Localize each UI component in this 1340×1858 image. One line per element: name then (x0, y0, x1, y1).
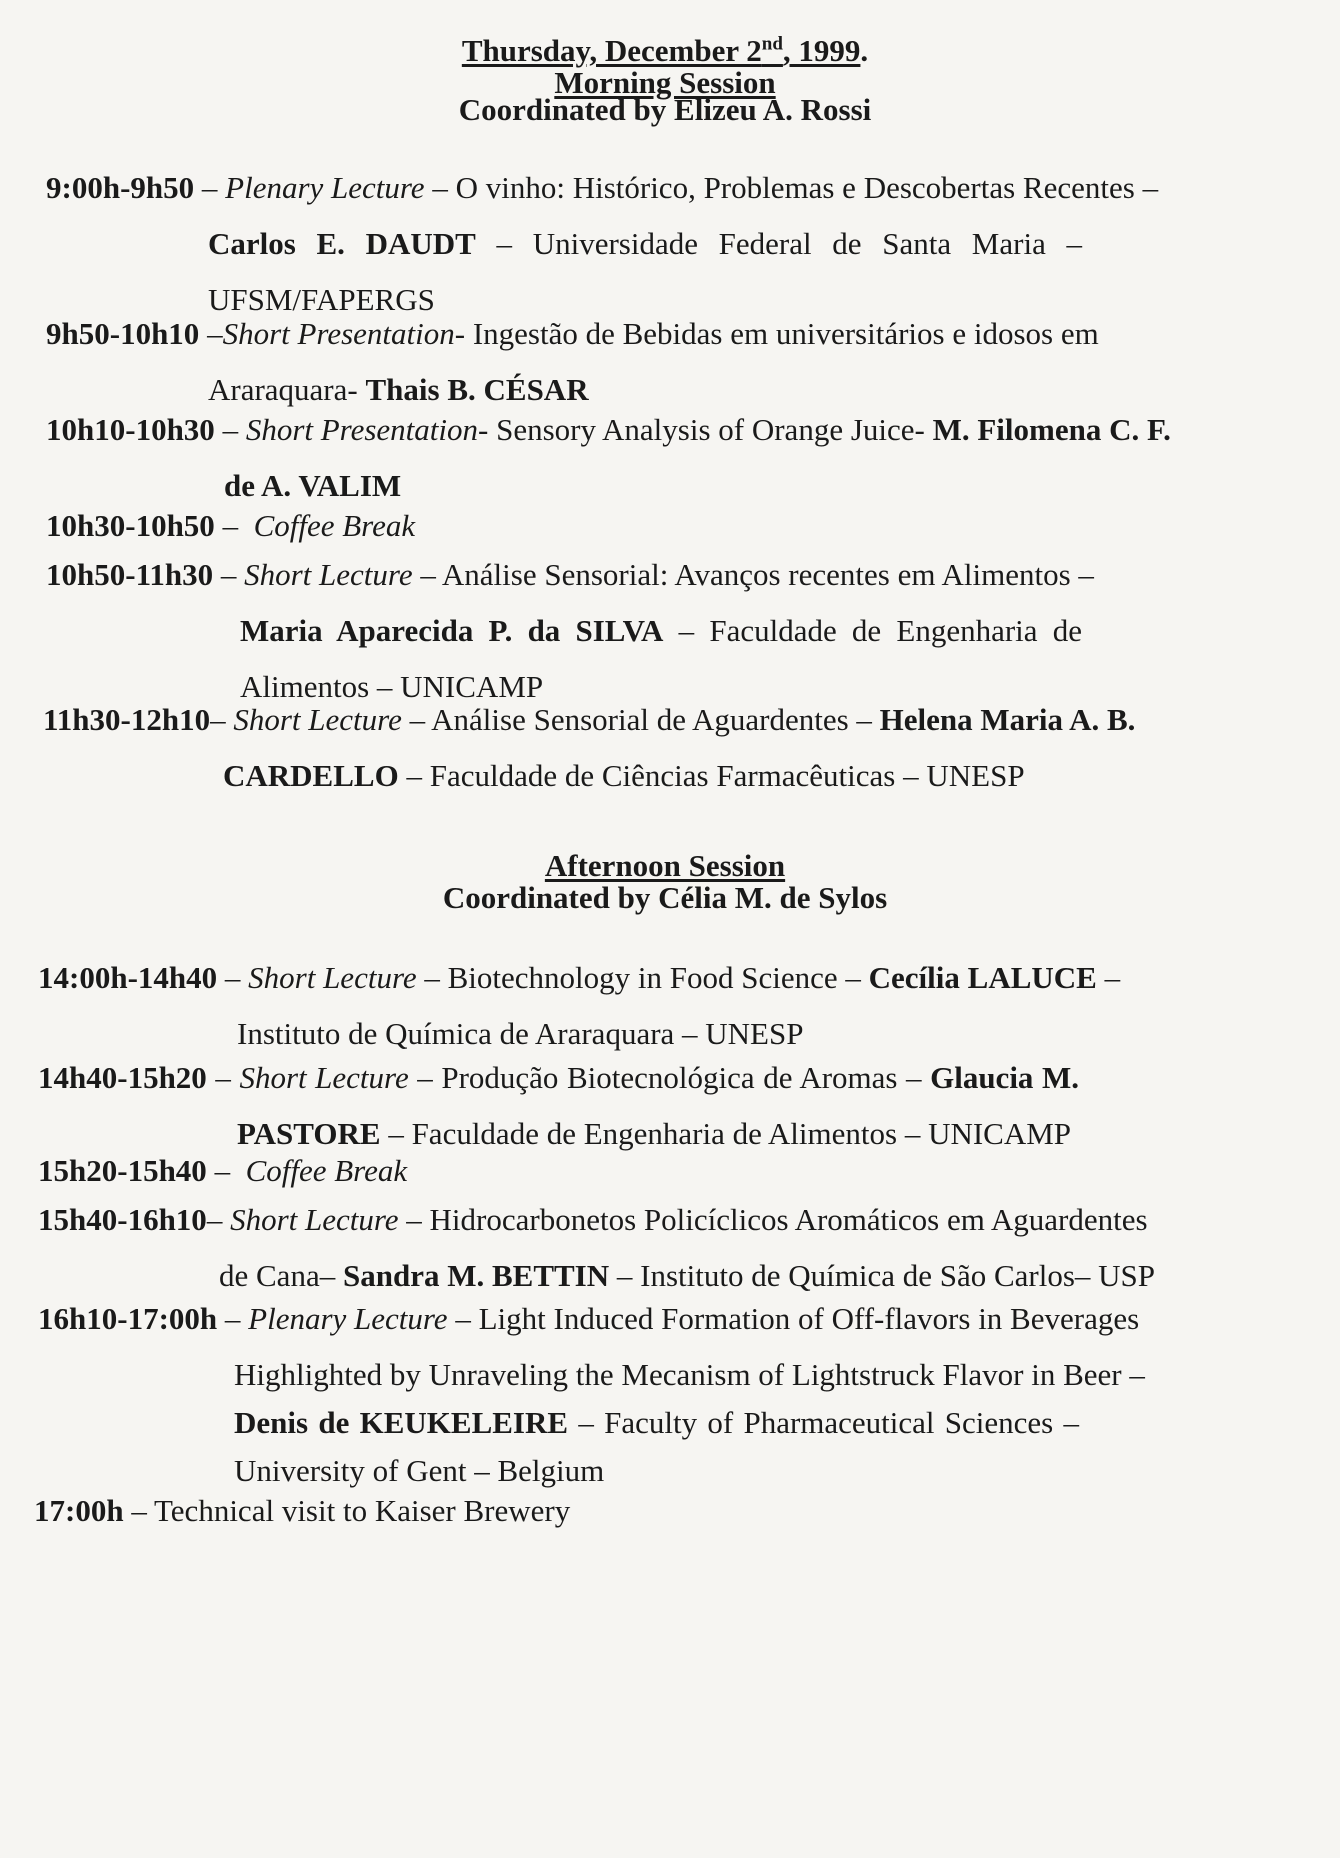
entry-topic-continued: de Cana (219, 1258, 320, 1293)
entry-line: Carlos E. DAUDT – Universidade Federal de Santa Maria – (208, 226, 1083, 261)
entry-affiliation: Instituto de Química de São Carlos– USP (640, 1258, 1156, 1293)
entry-topic-continued: Araraquara (208, 372, 348, 407)
entry-speaker: M. Filomena C. F. (932, 412, 1171, 447)
entry-topic: Análise Sensorial de Aguardentes (431, 702, 849, 737)
entry-topic-continued: Highlighted by Unraveling the Mecanism of Lightstruck Flavor in Beer (234, 1357, 1122, 1392)
entry-type: Coffee Break (253, 508, 416, 543)
entry-line: 14h40-15h20 – Short Lecture – Produção Biotecnológica de Aromas – Glaucia M. (38, 1060, 1079, 1095)
entry-time: 16h10-17:00h (38, 1301, 218, 1336)
entry-line: Denis de KEUKELEIRE – Faculty of Pharmaceutical Sciences – (234, 1405, 1080, 1440)
entry-affiliation-continued: Alimentos – UNICAMP (240, 669, 544, 704)
entry-line: PASTORE – Faculdade de Engenharia de Alimentos – UNICAMP (237, 1116, 1072, 1151)
entry-line: 17:00h – Technical visit to Kaiser Brewery (34, 1493, 571, 1528)
entry-topic: Light Induced Formation of Off-flavors in Beverages (478, 1301, 1140, 1336)
entry-type: Short Lecture (233, 702, 402, 737)
schedule-entry (46, 547, 1094, 715)
schedule-entry (46, 160, 1159, 328)
entry-topic: Hidrocarbonetos Policíclicos Aromáticos em Aguardentes (429, 1202, 1148, 1237)
entry-type: Coffee Break (245, 1153, 408, 1188)
entry-speaker: Sandra M. BETTIN (342, 1258, 610, 1293)
entry-time: 10h10-10h30 (46, 412, 215, 447)
schedule-entry (43, 692, 1136, 804)
entry-line: 11h30-12h10– Short Lecture – Análise Sensorial de Aguardentes – Helena Maria A. B. (43, 702, 1136, 737)
schedule-entry (38, 1291, 1145, 1499)
entry-time: 10h50-11h30 (46, 557, 214, 592)
entry-line: Araraquara- Thais B. CÉSAR (208, 372, 589, 407)
entry-speaker-continued: PASTORE (237, 1116, 381, 1151)
entry-topic: Análise Sensorial: Avanços recentes em Alimentos (441, 557, 1071, 592)
entry-topic: Biotechnology in Food Science (447, 960, 838, 995)
entry-line: 14:00h-14h40 – Short Lecture – Biotechnology in Food Science – Cecília LALUCE – (38, 960, 1121, 995)
entry-time: 15h40-16h10 (38, 1202, 207, 1237)
date-superscript: nd (761, 33, 783, 55)
entry-line: Maria Aparecida P. da SILVA – Faculdade de Engenharia de (240, 613, 1082, 648)
entry-line: Highlighted by Unraveling the Mecanism of Lightstruck Flavor in Beer – (234, 1357, 1145, 1392)
entry-affiliation: Faculdade de Ciências Farmacêuticas – UNESP (429, 758, 1025, 793)
entry-type: Short Lecture (239, 1060, 409, 1095)
entry-topic: Produção Biotecnológica de Aromas (441, 1060, 898, 1095)
entry-type: Short Lecture (248, 960, 417, 995)
entry-topic: O vinho: Histórico, Problemas e Descobertas Recentes (455, 170, 1135, 205)
entry-line: 10h10-10h30 – Short Presentation- Sensory Analysis of Orange Juice- M. Filomena C. F. (46, 412, 1171, 447)
entry-line: 9h50-10h10 –Short Presentation- Ingestão de Bebidas em universitários e idosos em (46, 316, 1099, 351)
afternoon-session-title: Afternoon Session (544, 848, 786, 883)
entry-speaker: Cecília LALUCE (868, 960, 1097, 995)
entry-topic: Ingestão de Bebidas em universitários e idosos em (472, 316, 1099, 351)
entry-line: 10h50-11h30 – Short Lecture – Análise Sensorial: Avanços recentes em Alimentos – (46, 557, 1094, 592)
entry-time: 17:00h (34, 1493, 124, 1528)
schedule-entry (38, 1192, 1156, 1304)
entry-affiliation: Instituto de Química de Araraquara – UNESP (237, 1016, 804, 1051)
date-suffix: , 1999 (782, 33, 861, 68)
entry-speaker: Carlos E. DAUDT (208, 226, 476, 261)
entry-type: Plenary Lecture (225, 170, 425, 205)
entry-type: Short Presentation (245, 412, 479, 447)
entry-affiliation: Faculdade de Engenharia de Alimentos – UNICAMP (411, 1116, 1072, 1151)
entry-time: 14:00h-14h40 (38, 960, 218, 995)
schedule-entry (46, 498, 1082, 554)
schedule-entry (38, 950, 1121, 1062)
entry-line: de Cana– Sandra M. BETTIN – Instituto de Química de São Carlos– USP (219, 1258, 1156, 1293)
schedule-entry (38, 1143, 1079, 1199)
entry-line: 9:00h-9h50 – Plenary Lecture – O vinho: Histórico, Problemas e Descobertas Recentes – (46, 170, 1159, 205)
entry-affiliation-continued: UFSM/FAPERGS (208, 282, 435, 317)
entry-speaker: Helena Maria A. B. (879, 702, 1136, 737)
entry-time: 14h40-15h20 (38, 1060, 207, 1095)
date-prefix: Thursday, December 2 (461, 33, 762, 68)
entry-line: 10h30-10h50 – Coffee Break (46, 508, 416, 543)
entry-line: CARDELLO – Faculdade de Ciências Farmacêuticas – UNESP (223, 758, 1025, 793)
morning-session-title: Morning Session (554, 65, 776, 100)
entry-time: 15h20-15h40 (38, 1153, 207, 1188)
entry-speaker: Denis de KEUKELEIRE (234, 1405, 569, 1440)
entry-type: Short Presentation (222, 316, 455, 351)
morning-coordinator: Coordinated by Elizeu A. Rossi (458, 92, 872, 127)
entry-speaker: Thais B. CÉSAR (365, 372, 589, 407)
entry-affiliation: Faculty of Pharmaceutical Sciences (604, 1405, 1054, 1440)
entry-line: 15h40-16h10– Short Lecture – Hidrocarbonetos Policíclicos Aromáticos em Aguardentes (38, 1202, 1148, 1237)
entry-speaker-continued: de A. VALIM (224, 468, 402, 503)
entry-affiliation: Faculdade de Engenharia de (709, 613, 1082, 648)
entry-time: 9:00h-9h50 (46, 170, 195, 205)
entry-time: 11h30-12h10 (43, 702, 211, 737)
date-period: . (860, 33, 869, 68)
entry-speaker-continued: CARDELLO (223, 758, 399, 793)
entry-time: 10h30-10h50 (46, 508, 215, 543)
entry-line: 15h20-15h40 – Coffee Break (38, 1153, 408, 1188)
entry-type: Short Lecture (230, 1202, 399, 1237)
entry-type: Short Lecture (244, 557, 413, 592)
entry-line: 16h10-17:00h – Plenary Lecture – Light Induced Formation of Off-flavors in Beverages (38, 1301, 1140, 1336)
entry-type: Plenary Lecture (248, 1301, 448, 1336)
entry-topic: Sensory Analysis of Orange Juice (496, 412, 915, 447)
entry-topic: Technical visit to Kaiser Brewery (154, 1493, 571, 1528)
entry-affiliation-continued: University of Gent – Belgium (234, 1453, 605, 1488)
entry-speaker: Glaucia M. (930, 1060, 1079, 1095)
entry-speaker: Maria Aparecida P. da SILVA (240, 613, 664, 648)
afternoon-coordinator: Coordinated by Célia M. de Sylos (442, 880, 888, 915)
entry-affiliation: Universidade Federal de Santa Maria (532, 226, 1046, 261)
day-heading (0, 33, 1330, 69)
schedule-entry (34, 1483, 1075, 1539)
entry-time: 9h50-10h10 (46, 316, 200, 351)
